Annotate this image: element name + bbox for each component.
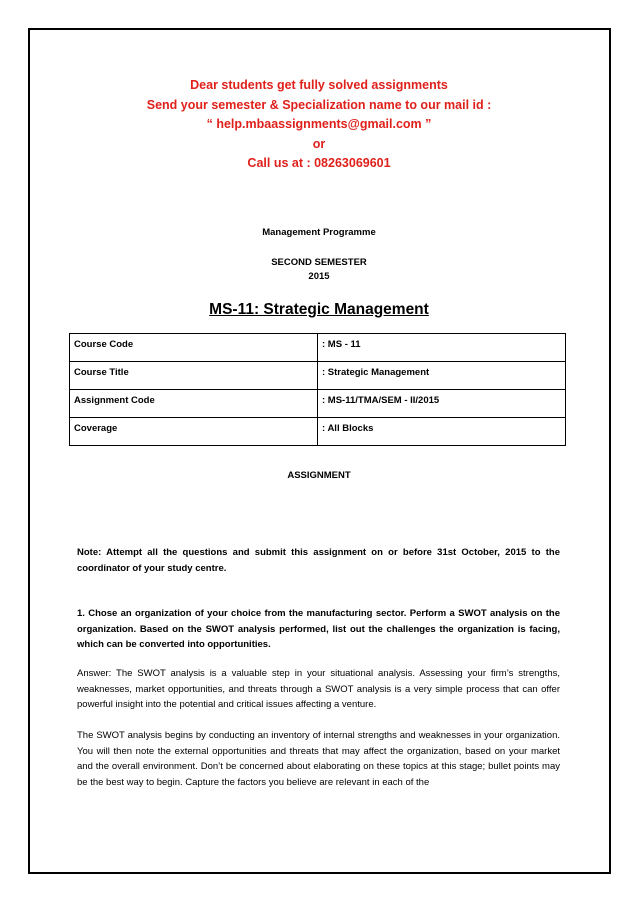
- detail-value: : MS-11/TMA/SEM - II/2015: [318, 390, 566, 418]
- answer-paragraph-2: The SWOT analysis begins by conducting an inventory of internal strengths and weaknesses in your organization. You will then note the external opportunities and threats that may affect the organization, based on your market and the overall environment. Don’t be concerned about elaborating on these topics at this stage; bullet points may be the best way to begin. Capture the factors you believe are relevant in each of the: [77, 730, 560, 788]
- assignment-heading: ASSIGNMENT: [287, 470, 351, 481]
- detail-label: Coverage: [70, 418, 318, 446]
- table-row: [70, 418, 566, 446]
- table-row: [70, 390, 566, 418]
- detail-value: : Strategic Management: [318, 362, 566, 390]
- programme-name: Management Programme: [262, 227, 376, 238]
- question-1: 1. Chose an organization of your choice from the manufacturing sector. Perform a SWOT analysis on the organization. Based on the SWOT analysis performed, list out the challenges the organization is facing, which can be converted into opportunities.: [77, 608, 560, 650]
- detail-value: : MS - 11: [318, 334, 566, 362]
- promo-or: or: [312, 136, 326, 151]
- promo-phone: Call us at : 08263069601: [247, 156, 391, 170]
- submission-note: Note: Attempt all the questions and submit this assignment on or before 31st October, 2015 to the coordinator of your study centre.: [77, 547, 560, 574]
- detail-value: : All Blocks: [318, 418, 566, 446]
- promo-line-2: Send your semester & Specialization name to our mail id :: [146, 97, 492, 112]
- detail-label: Course Title: [70, 362, 318, 390]
- promo-block: [0, 76, 638, 174]
- course-heading: MS-11: Strategic Management: [209, 301, 429, 318]
- detail-label: Course Code: [70, 334, 318, 362]
- promo-line-1: Dear students get fully solved assignments: [190, 78, 448, 92]
- year-label: 2015: [308, 271, 330, 282]
- promo-email: “ help.mbaassignments@gmail.com ”: [206, 117, 432, 131]
- table-row: [70, 334, 566, 362]
- table-row: [70, 362, 566, 390]
- course-details-table: [69, 333, 566, 446]
- semester-label: SECOND SEMESTER: [271, 257, 367, 268]
- detail-label: Assignment Code: [70, 390, 318, 418]
- answer-paragraph-1: Answer: The SWOT analysis is a valuable step in your situational analysis. Assessing your firm’s strengths, weaknesses, market opportunities, and threats through a SWOT analysis is a very simple process that can offer powerful insight into the potential and critical issues affecting a venture.: [77, 668, 560, 710]
